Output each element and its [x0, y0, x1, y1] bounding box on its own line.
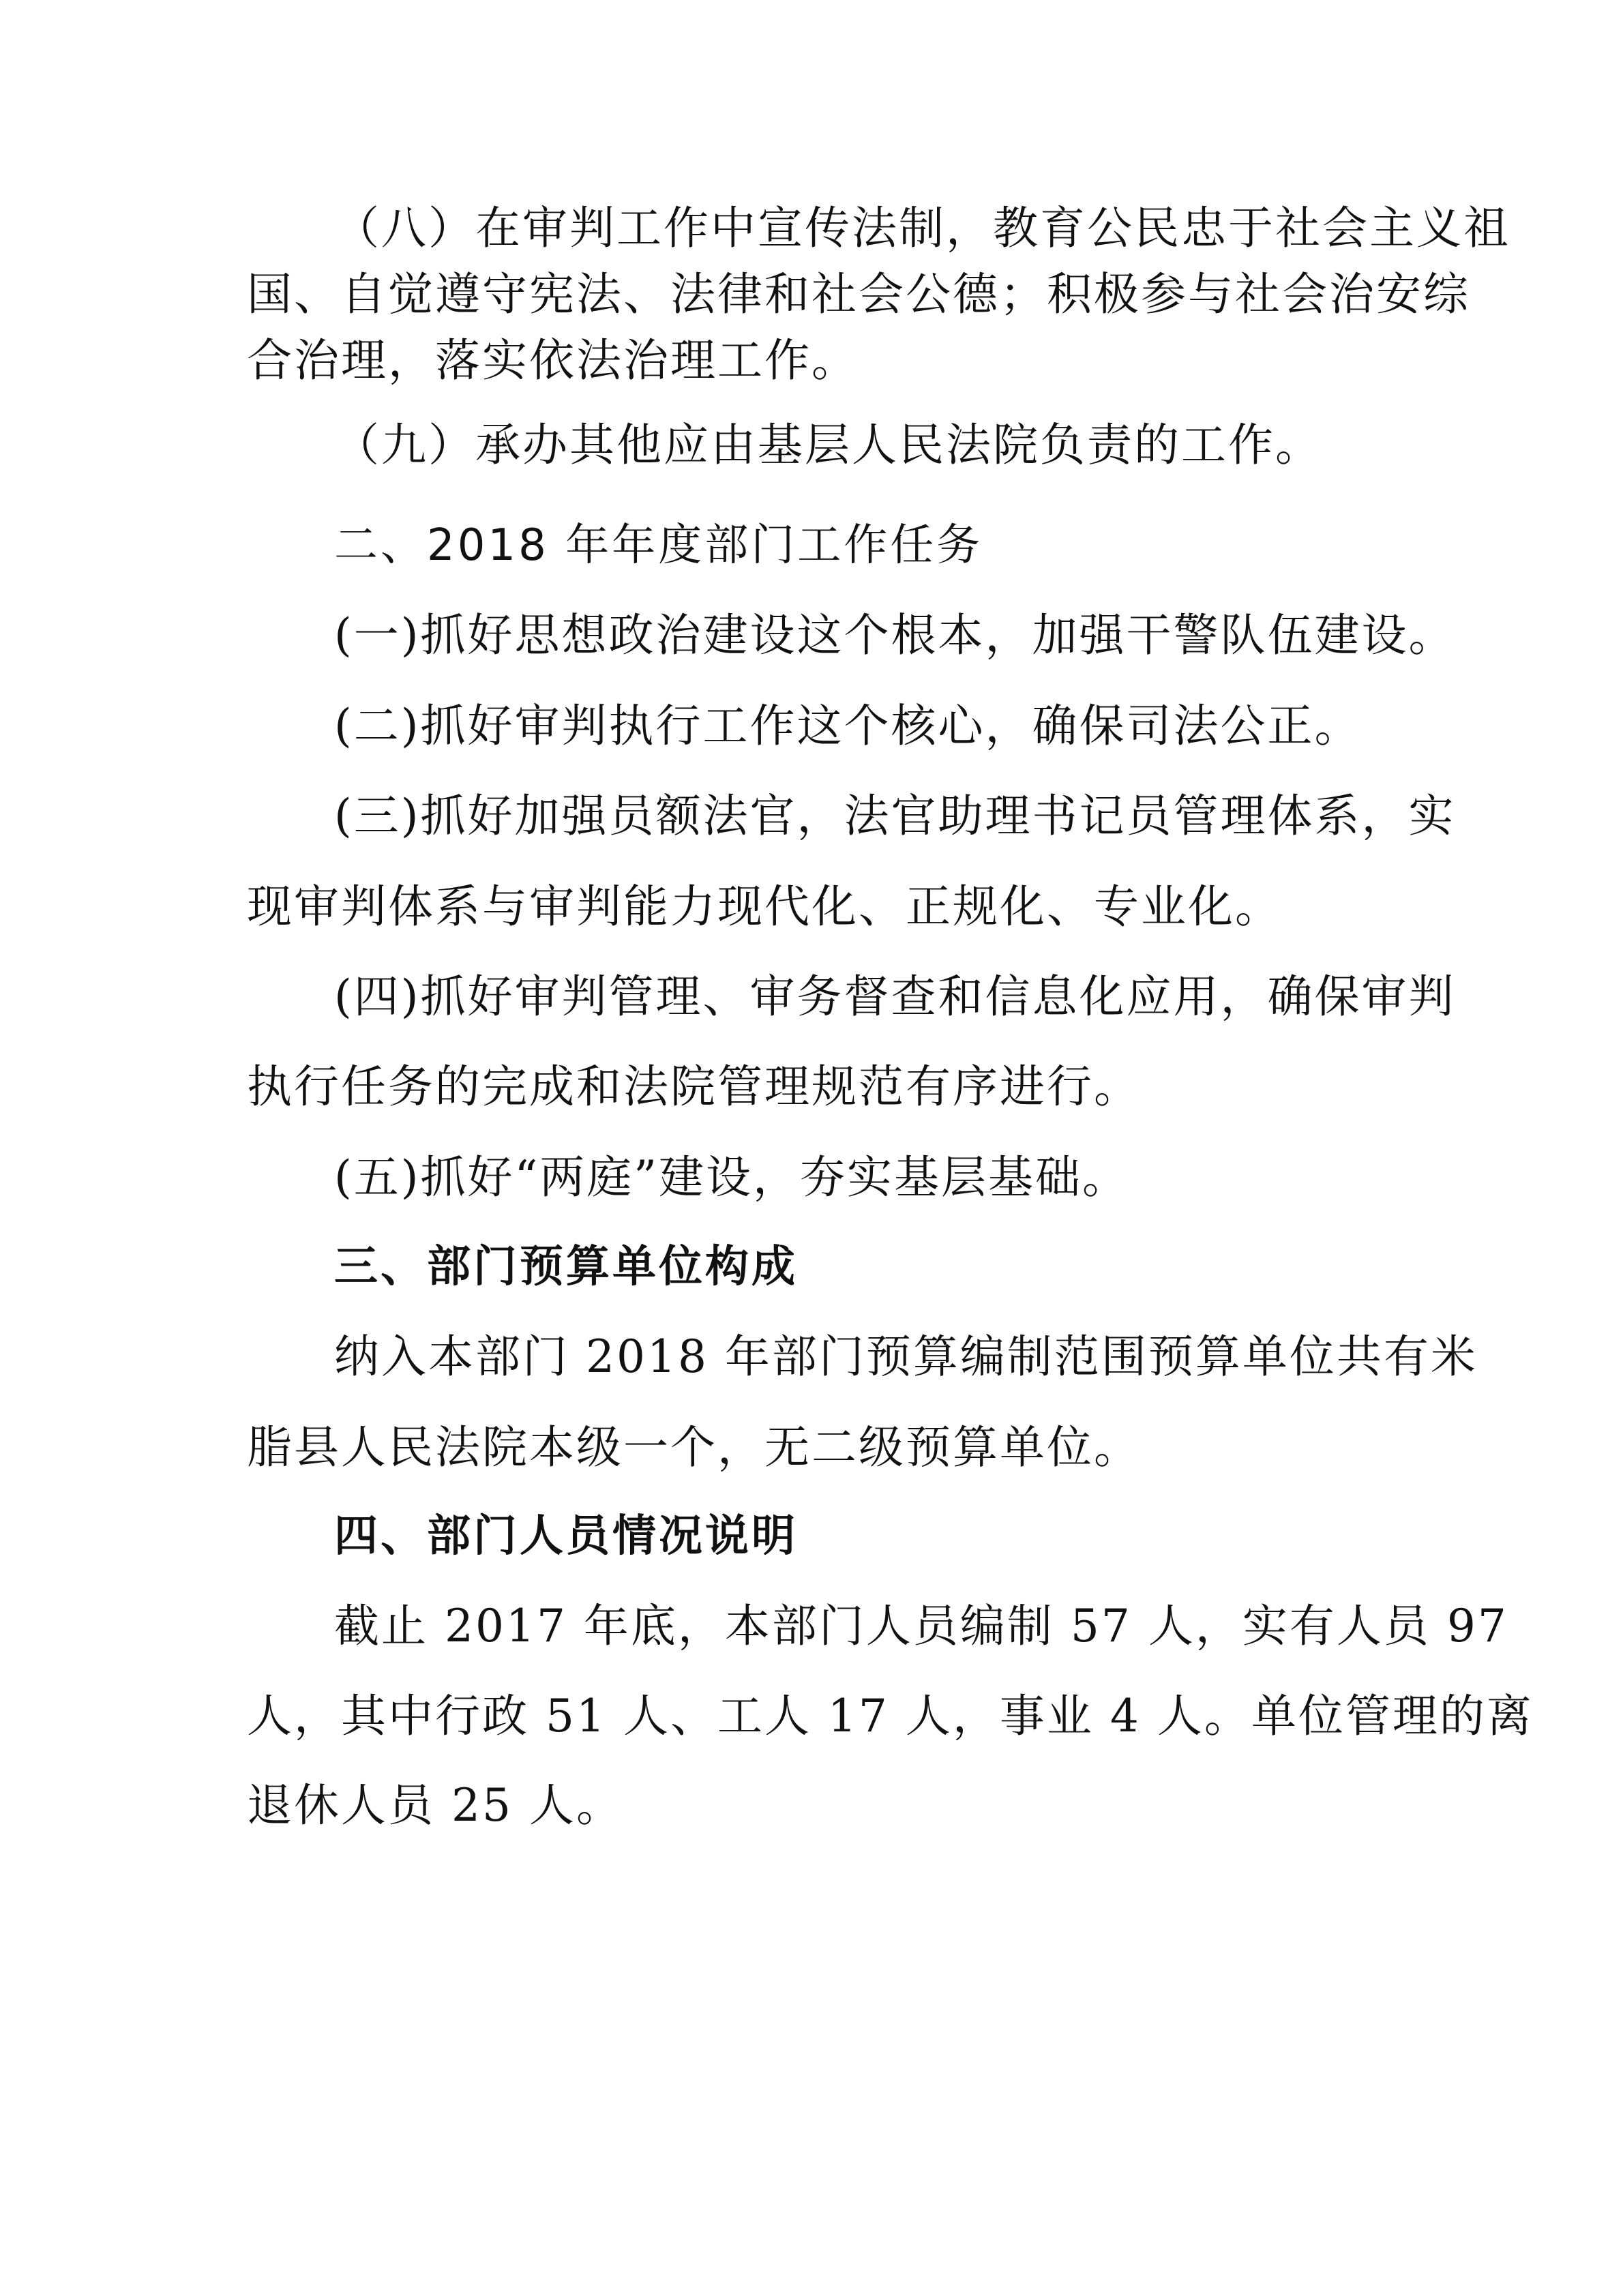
item8-line1: （八）在审判工作中宣传法制，教育公民忠于社会主义祖 [334, 202, 1510, 254]
section2-heading: 二、2018 年年度部门工作任务 [334, 520, 983, 571]
item8-line2: 国、自觉遵守宪法、法律和社会公德；积极参与社会治安综 [247, 268, 1470, 320]
section2-item4-line2: 执行任务的完成和法院管理规范有序进行。 [247, 1060, 1141, 1113]
section2-item1: (一)抓好思想政治建设这个根本，加强干警队伍建设。 [334, 609, 1456, 661]
section4-line2: 人，其中行政 51 人、工人 17 人，事业 4 人。单位管理的离 [247, 1690, 1534, 1742]
section3-line2: 脂县人民法院本级一个，无二级预算单位。 [247, 1421, 1141, 1474]
section4-line3: 退休人员 25 人。 [247, 1779, 623, 1832]
section4-heading: 四、部门人员情况说明 [334, 1511, 798, 1562]
section4-line1: 截止 2017 年底，本部门人员编制 57 人，实有人员 97 [334, 1600, 1508, 1652]
section2-item5: (五)抓好“两庭”建设，夯实基层基础。 [334, 1151, 1129, 1204]
section2-item2: (二)抓好审判执行工作这个核心，确保司法公正。 [334, 700, 1362, 752]
section3-line1: 纳入本部门 2018 年部门预算编制范围预算单位共有米 [334, 1330, 1478, 1383]
section2-item3-line1: (三)抓好加强员额法官，法官助理书记员管理体系，实 [334, 790, 1456, 842]
item8-line3: 合治理，落实依法治理工作。 [247, 334, 859, 387]
section3-heading: 三、部门预算单位构成 [334, 1242, 798, 1292]
item9-line1: （九）承办其他应由基层人民法院负责的工作。 [334, 419, 1322, 471]
section2-item3-line2: 现审判体系与审判能力现代化、正规化、专业化。 [247, 880, 1282, 933]
section2-item4-line1: (四)抓好审判管理、审务督查和信息化应用，确保审判 [334, 970, 1456, 1023]
